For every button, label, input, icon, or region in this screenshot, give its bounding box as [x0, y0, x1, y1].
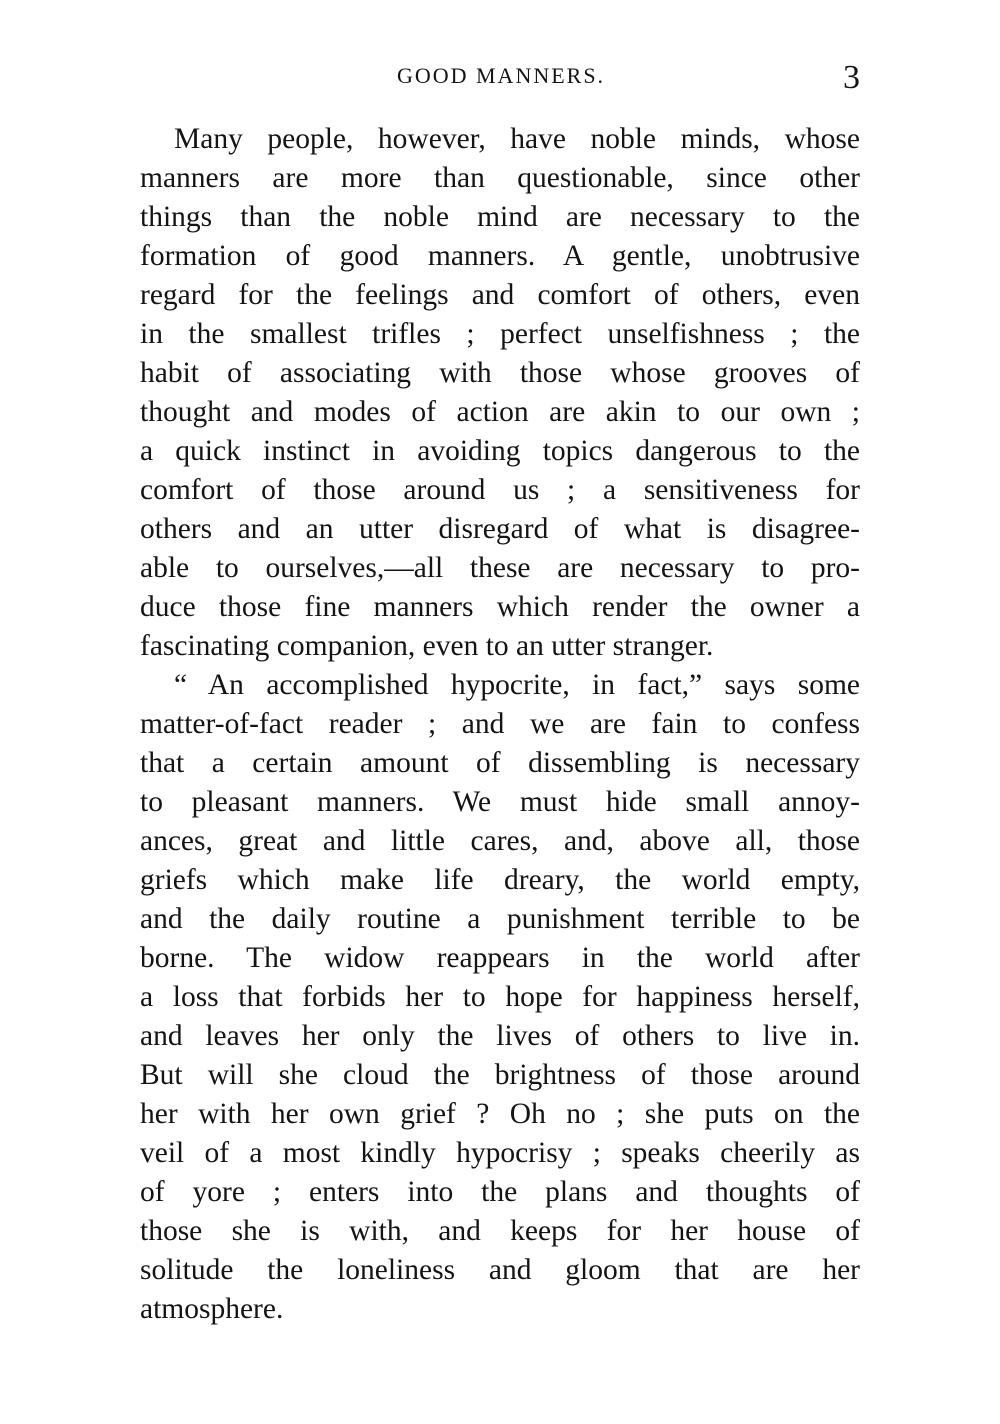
text-line: habit of associating with those whose grooves of — [140, 357, 860, 389]
text-line: and the daily routine a punishment terrible to be — [140, 903, 860, 935]
text-line: manners are more than questionable, since other — [140, 162, 860, 194]
text-line: thought and modes of action are akin to our own ; — [140, 396, 860, 428]
text-line: ances, great and little cares, and, above all, those — [140, 825, 860, 857]
text-line: a quick instinct in avoiding topics dangerous to the — [140, 435, 860, 467]
text-line: formation of good manners. A gentle, unobtrusive — [140, 240, 860, 272]
text-line: matter-of-fact reader ; and we are fain to confess — [140, 708, 860, 740]
text-line: But will she cloud the brightness of those around — [140, 1059, 860, 1091]
text-line: and leaves her only the lives of others to live in. — [140, 1020, 860, 1052]
text-line: fascinating companion, even to an utter stranger. — [140, 630, 714, 662]
text-line: solitude the loneliness and gloom that are her — [140, 1254, 860, 1286]
body-text — [140, 120, 860, 1329]
text-line: those she is with, and keeps for her house of — [140, 1215, 860, 1247]
text-line: able to ourselves,—all these are necessary to pro- — [140, 552, 860, 584]
running-head — [140, 58, 862, 98]
text-line: others and an utter disregard of what is disagree- — [140, 513, 860, 545]
text-line: atmosphere. — [140, 1293, 284, 1325]
text-line: a loss that forbids her to hope for happiness herself, — [140, 981, 860, 1013]
text-line: veil of a most kindly hypocrisy ; speaks cheerily as — [140, 1137, 860, 1169]
text-line: comfort of those around us ; a sensitiveness for — [140, 474, 860, 506]
text-line: griefs which make life dreary, the world empty, — [140, 864, 860, 896]
text-line: Many people, however, have noble minds, whose — [174, 123, 860, 155]
text-line: borne. The widow reappears in the world after — [140, 942, 860, 974]
text-line: to pleasant manners. We must hide small annoy- — [140, 786, 860, 818]
text-line: of yore ; enters into the plans and thoughts of — [140, 1176, 860, 1208]
text-line: her with her own grief ? Oh no ; she puts on the — [140, 1098, 860, 1130]
page-title: GOOD MANNERS. — [396, 63, 606, 88]
paragraph-2 — [140, 666, 860, 1329]
text-line: “ An accomplished hypocrite, in fact,” says some — [174, 669, 860, 701]
text-line: in the smallest trifles ; perfect unselfishness ; the — [140, 318, 860, 350]
text-line: things than the noble mind are necessary to the — [140, 201, 860, 233]
text-line: duce those fine manners which render the owner a — [140, 591, 860, 623]
paragraph-1 — [140, 120, 860, 666]
text-line: regard for the feelings and comfort of others, even — [140, 279, 860, 311]
text-line: that a certain amount of dissembling is necessary — [140, 747, 860, 779]
page-number: 3 — [843, 59, 860, 96]
